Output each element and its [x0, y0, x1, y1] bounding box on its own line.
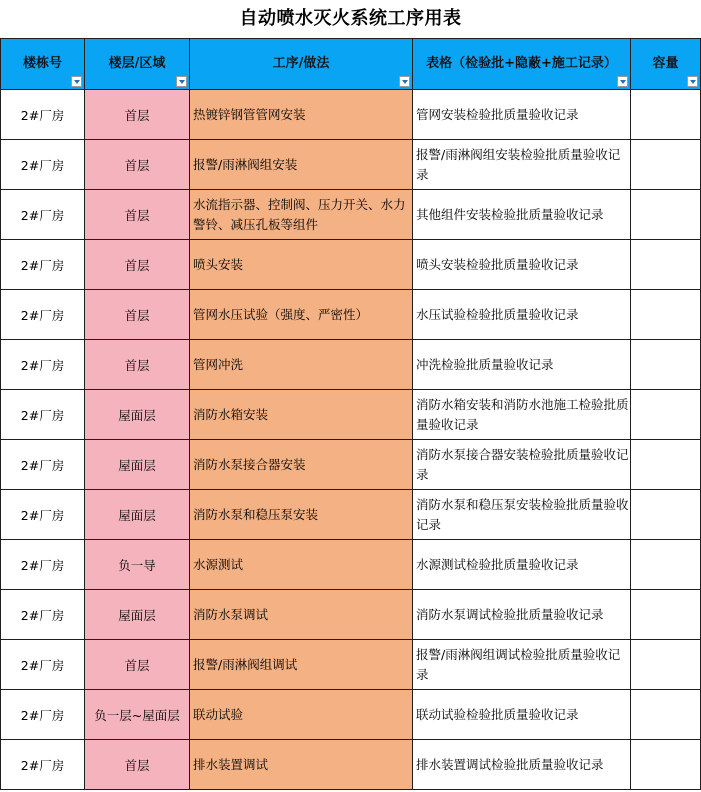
cell-form[interactable]: 其他组件安装检验批质量验收记录 — [413, 190, 631, 240]
cell-floor[interactable]: 首层 — [85, 340, 190, 390]
cell-process[interactable]: 管网水压试验（强度、严密性） — [190, 290, 413, 340]
cell-form[interactable]: 水压试验检验批质量验收记录 — [413, 290, 631, 340]
cell-floor[interactable]: 屋面层 — [85, 390, 190, 440]
cell-building[interactable]: 2#厂房 — [1, 640, 85, 690]
cell-process[interactable]: 喷头安装 — [190, 240, 413, 290]
cell-form[interactable]: 消防水泵调试检验批质量验收记录 — [413, 590, 631, 640]
cell-capacity[interactable] — [631, 590, 701, 640]
cell-form[interactable]: 消防水箱安装和消防水池施工检验批质量验收记录 — [413, 390, 631, 440]
header-floor: 楼层/区域 — [85, 39, 190, 90]
cell-capacity[interactable] — [631, 540, 701, 590]
cell-process[interactable]: 消防水泵调试 — [190, 590, 413, 640]
header-form: 表格（检验批+隐蔽+施工记录） — [413, 39, 631, 90]
cell-form[interactable]: 消防水泵接合器安装检验批质量验收记录 — [413, 440, 631, 490]
header-building: 楼栋号 — [1, 39, 85, 90]
cell-floor[interactable]: 屋面层 — [85, 590, 190, 640]
cell-process[interactable]: 水流指示器、控制阀、压力开关、水力警铃、减压孔板等组件 — [190, 190, 413, 240]
table-row — [1, 590, 701, 640]
cell-floor[interactable]: 首层 — [85, 290, 190, 340]
filter-dropdown-icon[interactable] — [176, 76, 187, 87]
table-row — [1, 240, 701, 290]
cell-floor[interactable]: 屋面层 — [85, 440, 190, 490]
table-row — [1, 690, 701, 740]
filter-dropdown-icon[interactable] — [687, 76, 698, 87]
cell-process[interactable]: 消防水箱安装 — [190, 390, 413, 440]
cell-building[interactable]: 2#厂房 — [1, 440, 85, 490]
cell-process[interactable]: 热镀锌钢管管网安装 — [190, 90, 413, 140]
table-row — [1, 140, 701, 190]
filter-dropdown-icon[interactable] — [399, 76, 410, 87]
cell-capacity[interactable] — [631, 440, 701, 490]
cell-capacity[interactable] — [631, 740, 701, 790]
table-row — [1, 640, 701, 690]
cell-process[interactable]: 报警/雨淋阀组安装 — [190, 140, 413, 190]
cell-floor[interactable]: 首层 — [85, 740, 190, 790]
cell-building[interactable]: 2#厂房 — [1, 190, 85, 240]
table-row — [1, 540, 701, 590]
table-row — [1, 390, 701, 440]
cell-form[interactable]: 消防水泵和稳压泵安装检验批质量验收记录 — [413, 490, 631, 540]
table-row — [1, 290, 701, 340]
cell-process[interactable]: 消防水泵接合器安装 — [190, 440, 413, 490]
cell-floor[interactable]: 首层 — [85, 90, 190, 140]
cell-process[interactable]: 水源测试 — [190, 540, 413, 590]
header-capacity: 容量 — [631, 39, 701, 90]
cell-process[interactable]: 排水装置调试 — [190, 740, 413, 790]
cell-building[interactable]: 2#厂房 — [1, 290, 85, 340]
table-body — [1, 90, 701, 790]
cell-floor[interactable]: 负一导 — [85, 540, 190, 590]
table-row — [1, 440, 701, 490]
cell-floor[interactable]: 首层 — [85, 240, 190, 290]
cell-capacity[interactable] — [631, 640, 701, 690]
cell-process[interactable]: 联动试验 — [190, 690, 413, 740]
cell-capacity[interactable] — [631, 390, 701, 440]
table-row — [1, 90, 701, 140]
header-process: 工序/做法 — [190, 39, 413, 90]
cell-building[interactable]: 2#厂房 — [1, 740, 85, 790]
filter-dropdown-icon[interactable] — [71, 76, 82, 87]
cell-capacity[interactable] — [631, 690, 701, 740]
cell-process[interactable]: 管网冲洗 — [190, 340, 413, 390]
cell-capacity[interactable] — [631, 190, 701, 240]
cell-process[interactable]: 消防水泵和稳压泵安装 — [190, 490, 413, 540]
header-row — [1, 39, 701, 90]
cell-building[interactable]: 2#厂房 — [1, 690, 85, 740]
cell-building[interactable]: 2#厂房 — [1, 540, 85, 590]
cell-floor[interactable]: 负一层~屋面层 — [85, 690, 190, 740]
sheet-title: 自动喷水灭火系统工序用表 — [239, 8, 462, 29]
cell-building[interactable]: 2#厂房 — [1, 340, 85, 390]
filter-dropdown-icon[interactable] — [617, 76, 628, 87]
cell-capacity[interactable] — [631, 140, 701, 190]
table-row — [1, 340, 701, 390]
cell-building[interactable]: 2#厂房 — [1, 490, 85, 540]
table-row — [1, 490, 701, 540]
cell-form[interactable]: 报警/雨淋阀组安装检验批质量验收记录 — [413, 140, 631, 190]
cell-floor[interactable]: 首层 — [85, 140, 190, 190]
cell-capacity[interactable] — [631, 290, 701, 340]
cell-building[interactable]: 2#厂房 — [1, 590, 85, 640]
cell-form[interactable]: 喷头安装检验批质量验收记录 — [413, 240, 631, 290]
table-row — [1, 190, 701, 240]
table-row — [1, 740, 701, 790]
cell-form[interactable]: 排水装置调试检验批质量验收记录 — [413, 740, 631, 790]
cell-building[interactable]: 2#厂房 — [1, 240, 85, 290]
cell-form[interactable]: 水源测试检验批质量验收记录 — [413, 540, 631, 590]
cell-form[interactable]: 联动试验检验批质量验收记录 — [413, 690, 631, 740]
cell-capacity[interactable] — [631, 90, 701, 140]
cell-capacity[interactable] — [631, 340, 701, 390]
cell-building[interactable]: 2#厂房 — [1, 90, 85, 140]
cell-floor[interactable]: 首层 — [85, 640, 190, 690]
cell-floor[interactable]: 首层 — [85, 190, 190, 240]
cell-building[interactable]: 2#厂房 — [1, 140, 85, 190]
cell-floor[interactable]: 屋面层 — [85, 490, 190, 540]
process-table — [0, 38, 701, 790]
cell-capacity[interactable] — [631, 240, 701, 290]
cell-capacity[interactable] — [631, 490, 701, 540]
cell-form[interactable]: 冲洗检验批质量验收记录 — [413, 340, 631, 390]
cell-building[interactable]: 2#厂房 — [1, 390, 85, 440]
cell-form[interactable]: 管网安装检验批质量验收记录 — [413, 90, 631, 140]
cell-form[interactable]: 报警/雨淋阀组调试检验批质量验收记录 — [413, 640, 631, 690]
cell-process[interactable]: 报警/雨淋阀组调试 — [190, 640, 413, 690]
